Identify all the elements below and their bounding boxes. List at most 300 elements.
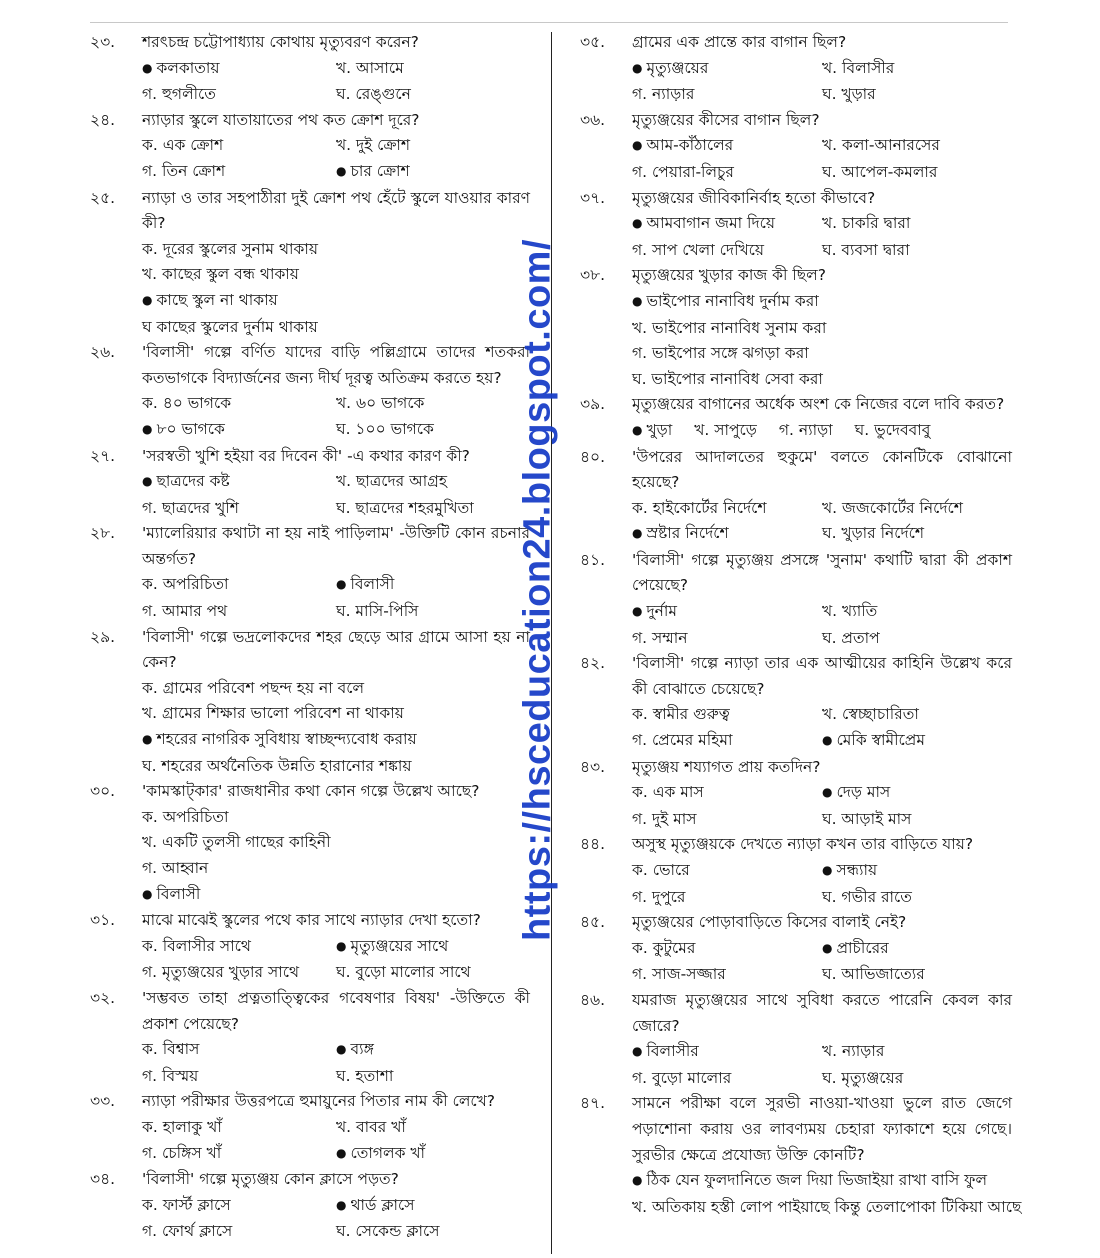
option [694,418,757,445]
options-list [632,936,1012,988]
correct-answer-bullet-icon: ● [632,60,643,75]
option-label: আম-কাঁঠালের [646,136,734,155]
option [822,211,1012,238]
option-correct [822,728,1012,755]
question-text: গ্রামের এক প্রান্তে কার বাগান ছিল? [632,33,847,51]
option [855,418,931,445]
question [90,1089,530,1167]
options-list [632,780,1012,832]
question-number: ৪২. [580,654,606,673]
option-label: ক. হাইকোর্টের নির্দেশে [632,498,767,517]
option [779,418,833,445]
option [632,858,822,885]
options-list [632,133,1012,185]
question [580,832,1012,910]
option-correct [632,1168,1012,1195]
option-label: গ. সম্মান [632,628,688,647]
question-text: মৃত্যুঞ্জয়ের কীসের বাগান ছিল? [632,110,820,129]
question [580,445,1012,548]
question [90,779,530,908]
option-label: গ. আমার পথ [142,602,228,621]
option [632,160,822,186]
option-label: বিলাসী [350,575,395,594]
question-number: ৩৭. [580,188,606,207]
options-list [142,237,530,340]
option-label: গ. সাজ-সজ্জার [632,965,726,984]
option-correct [632,133,822,160]
options-list [142,1115,530,1167]
option-label: খ. ভাইপোর নানাবিধ সুনাম করা [632,318,827,337]
question-text: মৃত্যুঞ্জয়ের পোড়াবাড়িতে কিসের বালাই নেই? [632,913,907,932]
question-number: ২৮. [90,524,116,543]
question-text: মৃত্যুঞ্জয়ের বাগানের অর্ধেক অংশ কে নিজের বলে দাবি করত? [632,395,1005,414]
option [142,1037,336,1064]
option-correct [822,936,1012,963]
option-label: দুর্নাম [646,602,677,621]
option-label: থার্ড ক্লাসে [350,1195,415,1214]
question [580,392,1012,444]
option-correct [336,934,530,961]
question [90,1167,530,1245]
option [632,728,822,755]
question-text: সামনে পরীক্ষা বলে সুরভী নাওয়া-খাওয়া ভুলে রাত জেগে পড়াশোনা করায় ওর লাবণ্যময় চেহারা ফ্যাকাশে হয়ে গেছে। সুরভীর ক্ষেত্রে প্রযোজ্য উক্তি কোনটি? [632,1094,1012,1164]
option [336,960,530,986]
question [90,444,530,522]
option [142,496,336,522]
option [632,807,822,833]
question [580,755,1012,833]
correct-answer-bullet-icon: ● [632,1173,643,1188]
options-list [142,469,530,521]
question-number: ২৪. [90,110,116,129]
question-text: 'সরস্বতী খুশি হইয়া বর দিবেন কী' -এ কথার কারণ কী? [142,446,470,465]
option-correct [336,1141,530,1168]
question [580,651,1012,754]
option [822,133,1012,160]
option-label: খ. আসামে [336,58,404,77]
correct-answer-bullet-icon: ● [336,938,347,953]
option-correct [142,882,530,909]
option-label: চার ক্রোশ [350,161,410,180]
correct-answer-bullet-icon: ● [142,60,153,75]
question-text: 'কামস্কাট্‌কার' রাজধানীর কথা কোন গল্পে উল্লেখ আছে? [142,782,480,801]
option-label: খ. সাপুড়ে [694,420,757,439]
question-number: ৩২. [90,988,116,1007]
option-label: ঘ. রেঙ্গুনে [336,85,411,104]
option-label: খ. ৬০ ভাগকে [336,394,425,413]
question-number: ৪৩. [580,757,606,776]
option-label: ক. বিলাসীর সাথে [142,936,251,955]
correct-answer-bullet-icon: ● [336,577,347,592]
option-label: ঘ. হতাশা [336,1066,394,1085]
option [632,341,1012,367]
options-list [632,1039,1012,1091]
correct-answer-bullet-icon: ● [632,293,643,308]
option-correct [632,56,822,83]
option-label: ঘ. ১০০ ভাগকে [336,419,434,438]
option [822,238,1012,264]
option-label: ক. হালাকু খাঁ [142,1117,222,1136]
option-label: ঘ. ভুদেববাবু [854,420,931,439]
correct-answer-bullet-icon: ● [336,1197,347,1212]
question-text: ন্যাড়ার স্কুলে যাতায়াতের পথ কত ক্রোশ দূরে? [142,110,420,129]
option-correct [822,858,1012,885]
correct-answer-bullet-icon: ● [822,940,833,955]
correct-answer-bullet-icon: ● [632,1044,643,1059]
option-label: খ. বিলাসীর [822,58,895,77]
option-label: দেড় মাস [836,783,891,802]
option-label: ছাত্রদের কষ্ট [156,472,230,491]
option [142,830,530,856]
question-number: ৩৪. [90,1170,116,1189]
question-text: অসুস্থ মৃত্যুঞ্জয়কে দেখতে ন্যাড়া কখন তার বাড়িতে যায়? [632,835,974,854]
option-label: তোগলক খাঁ [350,1143,426,1162]
question-number: ৪৬. [580,990,606,1009]
options-list [632,599,1012,651]
correct-answer-bullet-icon: ● [822,785,833,800]
option [142,1115,336,1141]
option-label: মেকি স্বামীপ্রেম [836,731,925,750]
question-number: ৪৫. [580,913,606,932]
option [822,702,1012,728]
question-text: শরৎচন্দ্র চট্টোপাধ্যায় কোথায় মৃত্যুবরণ করেন? [142,33,419,51]
option-correct [632,1039,822,1066]
option [632,496,822,522]
option [336,82,530,108]
option-label: ঘ. আড়াই মাস [822,809,912,828]
options-list [632,211,1012,263]
question-number: ৩০. [90,782,116,801]
correct-answer-bullet-icon: ● [822,733,833,748]
correct-answer-bullet-icon: ● [142,886,153,901]
question-text: 'সম্ভবত তাহা প্রত্নতাত্ত্বিকের গবেষণার বিষয়' -উক্তিতে কী প্রকাশ পেয়েছে? [142,988,530,1033]
option-correct [632,289,1012,316]
option-label: ক. গ্রামের পরিবেশ পছন্দ হয় না বলে [142,678,365,697]
question-number: ২৩. [90,33,116,51]
option-label: ঘ. ব্যবসা দ্বারা [822,240,910,259]
option [142,934,336,961]
option-label: বিলাসী [156,884,201,903]
option-label: ব্যঙ্গ [350,1040,374,1059]
question-number: ২৬. [90,343,116,362]
left-column [90,30,530,1245]
correct-answer-bullet-icon: ● [632,422,643,437]
options-list [142,676,530,779]
option [142,391,336,417]
question [90,521,530,624]
option-label: ক. অপরিচিতা [142,807,229,826]
option-label: খুড়া [646,420,673,439]
option [336,391,530,417]
question-number: ৪০. [580,447,606,466]
option-label: কলকাতায় [156,58,220,77]
option [822,1066,1012,1092]
question-number: ৩৫. [580,33,606,51]
correct-answer-bullet-icon: ● [142,292,153,307]
option-label: প্রাচীরের [836,938,889,957]
option [822,626,1012,652]
option [142,701,530,727]
option-label: খ. অতিকায় হস্তী লোপ পাইয়াছে কিন্তু তেলাপোকা টিকিয়া আছে [632,1197,1022,1216]
option-label: ঘ. আপেল-কমলার [822,162,938,181]
option [142,1193,336,1220]
option-label: ঘ. গভীর রাতে [822,887,912,906]
options-list [142,1193,530,1245]
option-label: ক. এক ক্রোশ [142,136,224,155]
option-label: খ. একটি তুলসী গাছের কাহিনী [142,833,331,852]
option-label: গ. ন্যাড়ার [632,85,695,104]
option-label: কাছে স্কুল না থাকায় [156,290,278,309]
option [632,238,822,264]
option-label: ঘ. খুড়ার [822,85,876,104]
question-text: 'বিলাসী' গল্পে ভদ্রলোকদের শহর ছেড়ে আর গ্রামে আসা হয় না কেন? [142,627,530,672]
question-number: ৩৬. [580,110,606,129]
question [90,908,530,986]
question [580,548,1012,651]
option-label: খ. ন্যাড়ার [822,1042,885,1061]
options-list [632,289,1012,392]
question-text: 'বিলাসী' গল্পে মৃত্যুঞ্জয় কোন ক্লাসে পড়ত? [142,1170,399,1189]
option-label: ক. দূরের স্কুলের সুনাম থাকায় [142,239,318,258]
top-rule [90,22,1008,23]
question-text: মৃত্যুঞ্জয়ের খুড়ার কাজ কী ছিল? [632,266,826,285]
question-text: ন্যাড়া পরীক্ষার উত্তরপত্রে হুমায়ুনের পিতার নাম কী লেখে? [142,1092,496,1111]
option-label: খ. চাকরি দ্বারা [822,214,911,233]
option [142,1064,336,1090]
option-correct [632,211,822,238]
option [142,754,530,780]
option-label: গ. হুগলীতে [142,85,216,104]
question-number: ৩১. [90,911,116,930]
option [632,626,822,652]
option-label: সন্ধ্যায় [836,861,878,879]
question-text: 'বিলাসী' গল্পে ন্যাড়া তার এক আত্মীয়ের কাহিনি উল্লেখ করে কী বোঝাতে চেয়েছে? [632,654,1012,698]
option [822,521,1012,548]
option-label: ৮০ ভাগকে [156,419,225,438]
options-list [142,133,530,185]
option-label: বিলাসীর [646,1042,699,1061]
option-label: ঘ. খুড়ার নির্দেশে [822,524,925,543]
question [580,108,1012,186]
option-correct [336,572,530,599]
option-label: ঘ. শহরের অর্থনৈতিক উন্নতি হারানোর শঙ্কায় [142,756,412,775]
option [336,133,530,159]
option-correct [632,599,822,626]
option-label: গ. বিস্ময় [142,1066,199,1085]
question [90,108,530,186]
options-list [632,702,1012,754]
question [580,186,1012,264]
option [142,676,530,702]
option [142,805,530,831]
right-column [580,30,1022,1220]
option [336,599,530,625]
question-number: ৪১. [580,550,606,569]
question-number: ২৯. [90,627,116,646]
option [822,56,1012,83]
question-number: ২৫. [90,188,116,207]
option-label: খ. জজকোর্টের নির্দেশে [822,498,963,517]
option-correct [632,418,672,445]
correct-answer-bullet-icon: ● [142,474,153,489]
options-list [142,1037,530,1089]
option-label: ঘ. প্রতাপ [822,628,880,647]
option-label: শহরের নাগরিক সুবিধায় স্বাচ্ছন্দ্যবোধ করায় [156,730,417,749]
question [580,988,1012,1091]
question [580,1091,1022,1220]
option-label: ক. স্বামীর গুরুত্ব [632,705,730,724]
option [142,572,336,599]
option-label: ক. বিশ্বাস [142,1040,200,1059]
question-text: 'উপরের আদালতের হুকুমে' বলতে কোনটিকে বোঝানো হয়েছে? [632,447,1012,492]
option [142,315,530,341]
option-label: গ. বুড়ো মালোর [632,1068,732,1087]
question [90,30,530,108]
option-label: ঘ. আভিজাত্যের [822,965,925,984]
option [632,367,1012,393]
options-list [632,56,1012,108]
question-text: 'বিলাসী' গল্পে বর্ণিত যাদের বাড়ি পল্লিগ্রামে তাদের শতকরা কতভাগকে বিদ্যার্জনের জন্য দীর্ঘ দূরত্ব অতিক্রম করতে হয়? [142,343,530,387]
option-label: ক. ফার্স্ট ক্লাসে [142,1195,231,1214]
question [580,910,1012,988]
option [142,1141,336,1168]
option-label: খ. কাছের স্কুল বন্ধ থাকায় [142,265,299,284]
option [142,856,530,882]
option-correct [336,1037,530,1064]
correct-answer-bullet-icon: ● [822,863,833,877]
options-list [632,1168,1022,1220]
option-label: ঠিক যেন ফুলদানিতে জল দিয়া ভিজাইয়া রাখা বাসি ফুল [646,1171,988,1190]
options-list [632,496,1012,548]
option [336,1115,530,1141]
question [90,186,530,341]
option [336,1219,530,1245]
correct-answer-bullet-icon: ● [336,163,347,178]
option [336,56,530,83]
question-number: ৪৪. [580,835,606,854]
question [580,30,1012,108]
correct-answer-bullet-icon: ● [336,1042,347,1057]
option-label: ঘ. মাসি-পিসি [336,602,419,621]
option-label: গ. ছাত্রদের খুশি [142,498,239,517]
option-correct [142,469,336,496]
question-text: 'বিলাসী' গল্পে মৃত্যুঞ্জয় প্রসঙ্গে 'সুনাম' কথাটি দ্বারা কী প্রকাশ পেয়েছে? [632,550,1012,595]
question-number: ৩৩. [90,1092,116,1111]
question-text: মৃত্যুঞ্জয়ের জীবিকানির্বাহ হতো কীভাবে? [632,188,876,207]
question [90,625,530,780]
option-correct [142,288,530,315]
option-label: গ. চেঙ্গিস খাঁ [142,1143,222,1162]
option-label: স্রষ্টার নির্দেশে [646,524,729,543]
question-text: 'ম্যালেরিয়ার কথাটা না হয় নাই পাড়িলাম' -উক্তিটি কোন রচনার অন্তর্গত? [142,524,530,568]
question [90,986,530,1089]
option [142,133,336,159]
option-correct [142,417,336,444]
option [822,496,1012,522]
option [822,599,1012,626]
correct-answer-bullet-icon: ● [336,1145,347,1160]
option-label: ঘ. বুড়ো মালোর সাথে [336,963,471,982]
question-number: ৩৯. [580,395,606,414]
option [142,599,336,625]
question-text: মৃত্যুঞ্জয় শয্যাগত প্রায় কতদিন? [632,757,821,776]
option-label: ঘ. সেকেন্ড ক্লাসে [336,1222,440,1241]
option-correct [336,1193,530,1220]
option [632,885,822,911]
options-list [142,934,530,986]
options-list [632,858,1012,910]
option [632,82,822,108]
option [822,1039,1012,1066]
option [822,82,1012,108]
option [142,237,530,263]
question-number: ৩৮. [580,266,606,285]
question-text: যমরাজ মৃত্যুঞ্জয়ের সাথে সুবিধা করতে পারেনি কেবল কার জোরে? [632,990,1012,1035]
option [142,262,530,288]
question-number: ২৭. [90,446,116,465]
correct-answer-bullet-icon: ● [142,732,153,747]
option-correct [142,727,530,754]
correct-answer-bullet-icon: ● [632,138,643,153]
option-label: মৃত্যুঞ্জয়ের [646,58,709,77]
options-list [142,805,530,908]
option [632,702,822,728]
option-label: ক. অপরিচিতা [142,575,229,594]
option [632,936,822,963]
option-label: গ. ভাইপোর সঙ্গে ঝগড়া করা [632,344,809,363]
option [822,885,1012,911]
options-list [142,56,530,108]
option [336,496,530,522]
option [822,962,1012,988]
option-label: গ. সাপ খেলা দেখিয়ে [632,240,765,259]
option-label: ক. এক মাস [632,783,704,802]
correct-answer-bullet-icon: ● [632,216,643,231]
option-label: খ. ছাত্রদের আগ্রহ [336,472,447,491]
question-text: ন্যাড়া ও তার সহপাঠীরা দুই ক্রোশ পথ হেঁটে স্কুলে যাওয়ার কারণ কী? [142,188,530,233]
option-label: ভাইপোর নানাবিধ দুর্নাম করা [646,291,819,310]
option-label: গ. মৃত্যুঞ্জয়ের খুড়ার সাথে [142,963,299,982]
option [632,316,1012,342]
option [632,1066,822,1092]
option-label: খ. গ্রামের শিক্ষার ভালো পরিবেশ না থাকায় [142,704,404,723]
option [632,780,822,807]
option [336,469,530,496]
question [90,340,530,443]
option-label: গ. আহ্বান [142,859,209,877]
options-list [632,418,1012,445]
option-correct [336,159,530,186]
option-label: গ. ন্যাড়া [778,420,833,439]
option [142,1219,336,1245]
option-label: ক. ৪০ ভাগকে [142,394,232,413]
option-label: গ. ফোর্থ ক্লাসে [142,1222,233,1241]
option [142,960,336,986]
option [632,962,822,988]
option-correct [822,780,1012,807]
option-label: খ. খ্যাতি [822,602,878,621]
option [142,159,336,186]
watermark-url: https://hsceducation24.blogspot.com/ [516,238,559,942]
option-label: ঘ কাছের স্কুলের দুর্নাম থাকায় [142,317,318,336]
option-correct [142,56,336,83]
question-number: ৪৭. [580,1094,606,1113]
option-label: ঘ. ভাইপোর নানাবিধ সেবা করা [632,369,823,388]
options-list [142,572,530,624]
option-label: ক. কুটুমের [632,938,696,957]
correct-answer-bullet-icon: ● [142,421,153,436]
option [336,1064,530,1090]
